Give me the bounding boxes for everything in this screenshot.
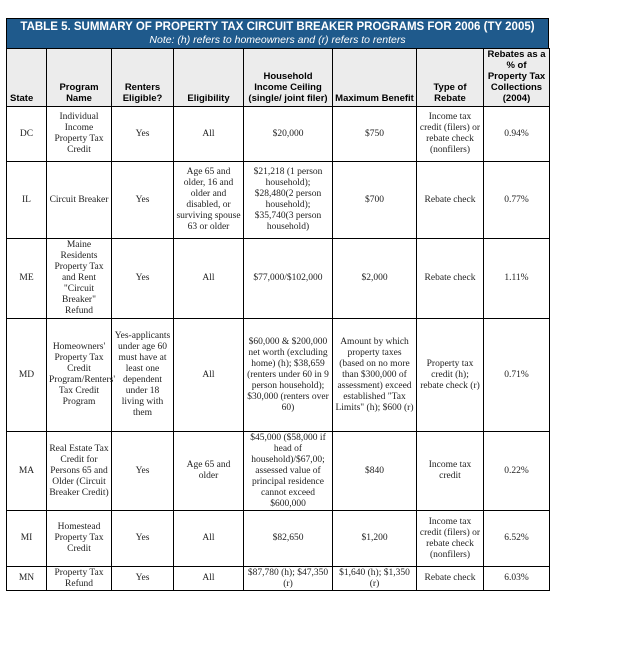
col-header-benefit: Maximum Benefit bbox=[333, 49, 417, 107]
col-header-eligibility: Eligibility bbox=[174, 49, 244, 107]
cell-ceiling: $20,000 bbox=[244, 107, 333, 162]
cell-program: Real Estate Tax Credit for Persons 65 and Older (Circuit Breaker Credit) bbox=[47, 432, 112, 511]
col-header-pct: Rebates as a % of Property Tax Collections (2004) bbox=[484, 49, 550, 107]
cell-benefit: $750 bbox=[333, 107, 417, 162]
cell-program: Individual Income Property Tax Credit bbox=[47, 107, 112, 162]
cell-pct: 1.11% bbox=[484, 239, 550, 319]
cell-renters: Yes bbox=[112, 567, 174, 591]
cell-renters: Yes bbox=[112, 511, 174, 567]
col-header-rebate-type: Type of Rebate bbox=[417, 49, 484, 107]
cell-benefit: $1,200 bbox=[333, 511, 417, 567]
table-row bbox=[7, 239, 550, 319]
col-header-program: Program Name bbox=[47, 49, 112, 107]
cell-rebate-type: Rebate check bbox=[417, 162, 484, 239]
cell-pct: 6.52% bbox=[484, 511, 550, 567]
cell-eligibility: All bbox=[174, 511, 244, 567]
cell-program: Circuit Breaker bbox=[47, 162, 112, 239]
cell-ceiling: $45,000 ($58,000 if head of household)/$67,00; assessed value of principal residence cannot exceed $600,000 bbox=[244, 432, 333, 511]
cell-program: Homeowners' Property Tax Credit Program/Renters' Tax Credit Program bbox=[47, 319, 112, 432]
table-row bbox=[7, 432, 550, 511]
cell-rebate-type: Income tax credit (filers) or rebate check (nonfilers) bbox=[417, 107, 484, 162]
cell-ceiling: $21,218 (1 person household); $28,480(2 person household); $35,740(3 person household) bbox=[244, 162, 333, 239]
cell-rebate-type: Property tax credit (h); rebate check (r) bbox=[417, 319, 484, 432]
cell-program: Homestead Property Tax Credit bbox=[47, 511, 112, 567]
cell-ceiling: $82,650 bbox=[244, 511, 333, 567]
cell-eligibility: All bbox=[174, 239, 244, 319]
cell-pct: 0.77% bbox=[484, 162, 550, 239]
cell-state: MD bbox=[7, 319, 47, 432]
cell-program: Property Tax Refund bbox=[47, 567, 112, 591]
table-row bbox=[7, 107, 550, 162]
cell-state: ME bbox=[7, 239, 47, 319]
table-row bbox=[7, 319, 550, 432]
cell-ceiling: $87,780 (h); $47,350 (r) bbox=[244, 567, 333, 591]
cell-benefit: $700 bbox=[333, 162, 417, 239]
cell-state: IL bbox=[7, 162, 47, 239]
cell-pct: 6.03% bbox=[484, 567, 550, 591]
cell-eligibility: Age 65 and older bbox=[174, 432, 244, 511]
col-header-state: State bbox=[7, 49, 47, 107]
cell-pct: 0.94% bbox=[484, 107, 550, 162]
cell-eligibility: Age 65 and older, 16 and older and disabled, or surviving spouse 63 or older bbox=[174, 162, 244, 239]
cell-state: MI bbox=[7, 511, 47, 567]
cell-state: DC bbox=[7, 107, 47, 162]
cell-rebate-type: Rebate check bbox=[417, 239, 484, 319]
cell-renters: Yes bbox=[112, 162, 174, 239]
cell-state: MN bbox=[7, 567, 47, 591]
table-title: TABLE 5. SUMMARY OF PROPERTY TAX CIRCUIT BREAKER PROGRAMS FOR 2006 (TY 2005) bbox=[20, 21, 535, 33]
header-row bbox=[7, 49, 550, 107]
table-row bbox=[7, 511, 550, 567]
table-row bbox=[7, 162, 550, 239]
cell-renters: Yes bbox=[112, 107, 174, 162]
summary-table-container bbox=[6, 18, 549, 591]
cell-state: MA bbox=[7, 432, 47, 511]
cell-rebate-type: Rebate check bbox=[417, 567, 484, 591]
cell-benefit: $840 bbox=[333, 432, 417, 511]
cell-eligibility: All bbox=[174, 567, 244, 591]
cell-rebate-type: Income tax credit bbox=[417, 432, 484, 511]
cell-pct: 0.71% bbox=[484, 319, 550, 432]
cell-program: Maine Residents Property Tax and Rent "Circuit Breaker" Refund bbox=[47, 239, 112, 319]
cell-renters: Yes bbox=[112, 239, 174, 319]
cell-renters: Yes bbox=[112, 432, 174, 511]
col-header-ceiling: Household Income Ceiling (single/ joint filer) bbox=[244, 49, 333, 107]
circuit-breaker-table bbox=[6, 48, 550, 591]
cell-eligibility: All bbox=[174, 107, 244, 162]
table-row bbox=[7, 567, 550, 591]
cell-benefit: $2,000 bbox=[333, 239, 417, 319]
table-note: Note: (h) refers to homeowners and (r) refers to renters bbox=[149, 34, 406, 46]
cell-benefit: $1,640 (h); $1,350 (r) bbox=[333, 567, 417, 591]
cell-pct: 0.22% bbox=[484, 432, 550, 511]
cell-eligibility: All bbox=[174, 319, 244, 432]
table-title-bar bbox=[6, 18, 549, 48]
cell-benefit: Amount by which property taxes (based on no more than $300,000 of assessment) exceed established "Tax Limits" (h); $600 (r) bbox=[333, 319, 417, 432]
cell-renters: Yes-applicants under age 60 must have at least one dependent under 18 living with them bbox=[112, 319, 174, 432]
cell-ceiling: $77,000/$102,000 bbox=[244, 239, 333, 319]
col-header-renters: Renters Eligible? bbox=[112, 49, 174, 107]
cell-ceiling: $60,000 & $200,000 net worth (excluding home) (h); $38,659 (renters under 60 in 9 person household); $30,000 (renters over 60) bbox=[244, 319, 333, 432]
cell-rebate-type: Income tax credit (filers) or rebate check (nonfilers) bbox=[417, 511, 484, 567]
